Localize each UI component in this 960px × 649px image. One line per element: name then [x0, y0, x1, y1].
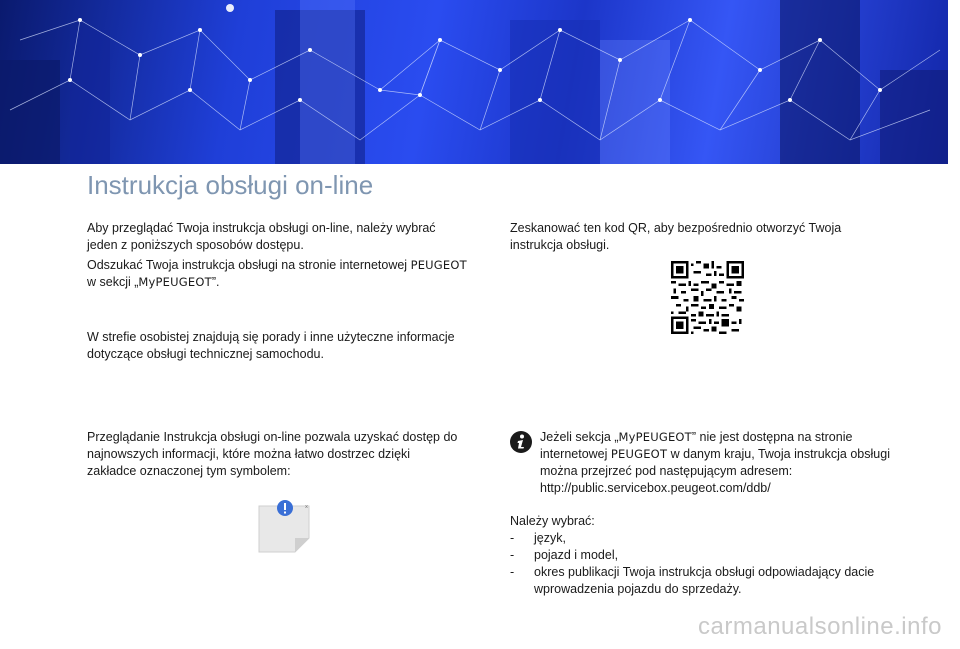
- website-paragraph: [87, 257, 477, 291]
- info-paragraph: [540, 429, 900, 497]
- svg-text:x: x: [305, 504, 308, 510]
- qr-code-icon[interactable]: [671, 261, 744, 334]
- brand-mypeugeot: MyPEUGEOT: [138, 275, 212, 289]
- city-network-icon: [0, 0, 948, 164]
- list-item: - pojazd i model,: [510, 548, 619, 562]
- list-intro: Należy wybrać:: [510, 514, 595, 528]
- website-text: Odszukać Twoja instrukcja obsługi na stronie internetowej: [87, 258, 408, 272]
- note-new-icon: [257, 500, 313, 556]
- personal-area-paragraph: W strefie osobistej znajdują się porady i inne użyteczne informacje dotyczące obsługi technicznej samochodu.: [87, 330, 455, 361]
- section-suffix: ”.: [211, 275, 220, 289]
- intro-paragraph: Aby przeglądać Twoja instrukcja obsługi on-line, należy wybrać jeden z poniższych sposobów dostępu.: [87, 221, 436, 252]
- info-rest: w danym kraju, Twoja instrukcja obsługi można przejrzeć pod następującym adresem:: [540, 447, 890, 478]
- brand-peugeot: PEUGEOT: [410, 258, 467, 272]
- header-banner-image: [0, 0, 948, 164]
- list-item: - okres publikacji Twoja instrukcja obsługi odpowiadający dacie wprowadzenia pojazdu do sprzedaży.: [510, 565, 875, 596]
- section-prefix: w sekcji „: [87, 275, 139, 289]
- qr-paragraph: Zeskanować ten kod QR, aby bezpośrednio otworzyć Twoja instrukcja obsługi.: [510, 221, 842, 252]
- selection-list: [510, 530, 890, 598]
- list-item: - język,: [510, 531, 566, 545]
- online-access-paragraph: Przeglądanie Instrukcja obsługi on-line pozwala uzyskać dostęp do najnowszych informacji, które można łatwo dostrzec dzięki zakładce oznaczonej tym symbolem:: [87, 430, 458, 478]
- info-brand-peugeot: PEUGEOT: [610, 447, 668, 461]
- servicebox-link[interactable]: http://public.servicebox.peugeot.com/ddb/: [540, 481, 771, 495]
- info-brand-mypeugeot: MyPEUGEOT: [618, 430, 692, 444]
- info-prefix: Jeżeli sekcja „: [540, 430, 619, 444]
- page-title: Instrukcja obsługi on-line: [87, 170, 374, 200]
- info-icon: [510, 431, 532, 453]
- info-mid: ” nie jest dostępna na stronie internetowej: [540, 430, 853, 461]
- watermark: carmanualsonline.info: [698, 613, 942, 640]
